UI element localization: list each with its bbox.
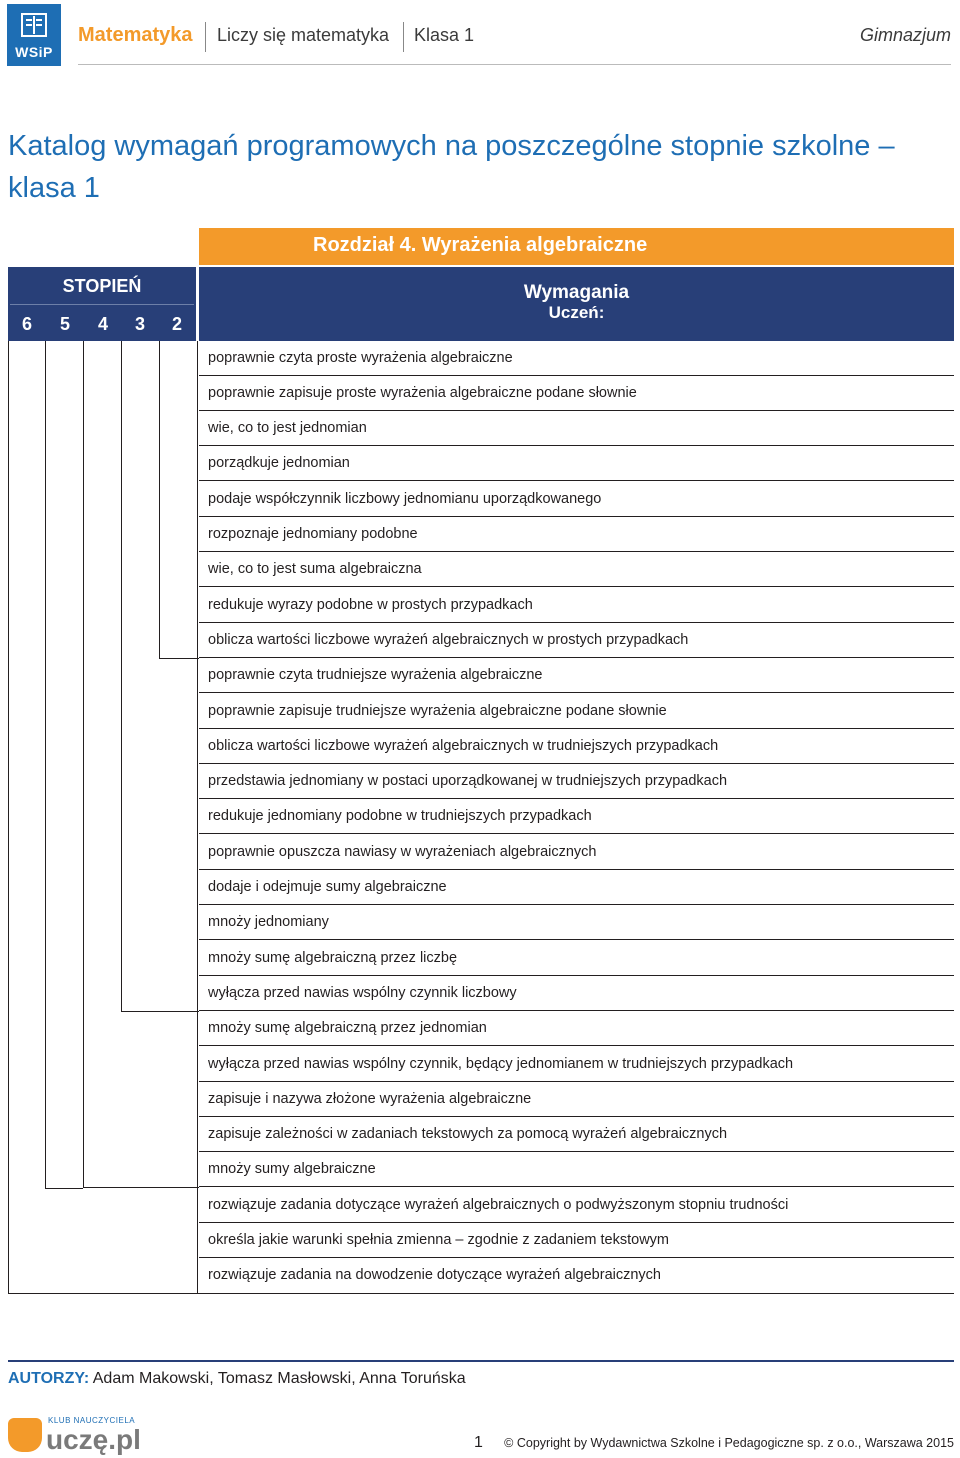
grade-3-bracket	[121, 341, 122, 1012]
grade-4-bracket-end	[83, 1187, 199, 1188]
list-item	[199, 1223, 954, 1258]
requirement-text: porządkuje jednomian	[208, 455, 350, 471]
requirement-text: wie, co to jest suma algebraiczna	[208, 561, 422, 577]
header-rule	[78, 64, 951, 65]
requirement-text: mnoży sumę algebraiczną przez jednomian	[208, 1020, 487, 1036]
page-title: Katalog wymagań programowych na poszczególne stopnie szkolne – klasa 1	[8, 130, 895, 204]
list-item	[199, 764, 954, 799]
list-item	[199, 976, 954, 1011]
list-item	[199, 1011, 954, 1046]
requirement-text: poprawnie czyta trudniejsze wyrażenia algebraiczne	[208, 667, 543, 683]
header-divider	[205, 22, 206, 52]
authors-names: Adam Makowski, Tomasz Masłowski, Anna Toruńska	[92, 1370, 466, 1387]
logo-wordmark: uczę.pl	[46, 1424, 141, 1455]
list-item	[199, 411, 954, 446]
requirement-text: mnoży sumę algebraiczną przez liczbę	[208, 950, 458, 966]
list-item	[199, 446, 954, 481]
grade-6: 6	[21, 314, 32, 334]
grade-5-bracket-end	[45, 1188, 83, 1189]
requirement-text: wyłącza przed nawias wspólny czynnik, będący jednomianem w trudniejszych przypadkach	[208, 1056, 794, 1072]
grade-3: 3	[134, 314, 145, 334]
requirement-text: rozpoznaje jednomiany podobne	[208, 526, 418, 542]
requirement-text: oblicza wartości liczbowe wyrażeń algebraicznych w prostych przypadkach	[208, 632, 689, 648]
requirement-text: poprawnie opuszcza nawiasy w wyrażeniach algebraicznych	[208, 844, 597, 860]
authors-label: AUTORZY:	[8, 1370, 90, 1387]
uczepl-logo	[8, 1414, 148, 1456]
list-item	[199, 1082, 954, 1117]
requirement-text: podaje współczynnik liczbowy jednomianu uporządkowanego	[208, 491, 602, 507]
book-icon	[20, 10, 48, 40]
requirement-text: dodaje i odejmuje sumy algebraiczne	[208, 879, 447, 895]
requirement-text: zapisuje zależności w zadaniach tekstowych za pomocą wyrażeń algebraicznych	[208, 1126, 728, 1142]
grade-4-bracket	[83, 341, 84, 1188]
page-header	[0, 0, 960, 74]
requirement-text: mnoży jednomiany	[208, 914, 329, 930]
requirement-text: przedstawia jednomiany w postaci uporządkowanej w trudniejszych przypadkach	[208, 773, 728, 789]
list-item	[199, 835, 954, 870]
list-item	[199, 1117, 954, 1152]
logo-text: WSiP	[15, 44, 53, 60]
grade-2: 2	[171, 314, 182, 334]
chapter-title: Rozdział 4. Wyrażenia algebraiczne	[313, 234, 648, 256]
grade-4: 4	[97, 314, 108, 334]
series-label: Liczy się matematyka	[217, 25, 390, 45]
requirement-text: redukuje jednomiany podobne w trudniejszych przypadkach	[208, 808, 592, 824]
requirement-text: rozwiązuje zadania na dowodzenie dotyczące wyrażeń algebraicznych	[208, 1267, 661, 1283]
requirement-text: poprawnie zapisuje trudniejsze wyrażenia algebraiczne podane słownie	[208, 703, 667, 719]
list-item	[199, 1188, 954, 1223]
list-item	[199, 1258, 954, 1293]
list-item	[199, 729, 954, 764]
requirement-text: poprawnie zapisuje proste wyrażenia algebraiczne podane słownie	[208, 385, 637, 401]
list-item	[199, 552, 954, 587]
requirement-text: rozwiązuje zadania dotyczące wyrażeń algebraicznych o podwyższonym stopniu trudności	[208, 1197, 789, 1213]
list-item	[199, 623, 954, 658]
grade-label: Klasa 1	[414, 25, 475, 45]
grade-3-bracket-end	[121, 1011, 199, 1012]
list-item	[199, 1152, 954, 1187]
uczepl-icon	[8, 1418, 42, 1452]
requirement-text: oblicza wartości liczbowe wyrażeń algebraicznych w trudniejszych przypadkach	[208, 738, 719, 754]
wsip-logo	[7, 4, 61, 66]
list-item	[199, 694, 954, 729]
footer-rule	[8, 1360, 954, 1362]
list-item	[199, 905, 954, 940]
grade-2-bracket-end	[159, 658, 199, 659]
copyright: © Copyright by Wydawnictwa Szkolne i Pedagogiczne sp. z o.o., Warszawa 2015	[504, 1436, 954, 1450]
header-divider	[403, 22, 404, 52]
subject-label: Matematyka	[78, 24, 193, 46]
grade-5-bracket	[45, 341, 46, 1189]
stopien-divider	[10, 304, 194, 305]
list-item	[199, 376, 954, 411]
requirement-text: mnoży sumy algebraiczne	[208, 1161, 376, 1177]
uczen-label: Uczeń:	[548, 303, 605, 322]
page-number: 1	[474, 1434, 483, 1451]
school-label: Gimnazjum	[859, 25, 951, 45]
grade-5: 5	[59, 314, 70, 334]
logo-klub-text: KLUB NAUCZYCIELA	[48, 1416, 136, 1425]
list-item	[199, 799, 954, 834]
list-item	[199, 517, 954, 552]
grade-2-bracket	[159, 341, 160, 659]
list-item	[199, 1047, 954, 1082]
list-item	[199, 870, 954, 905]
requirement-text: określa jakie warunki spełnia zmienna – zgodnie z zadaniem tekstowym	[208, 1232, 670, 1248]
requirement-text: poprawnie czyta proste wyrażenia algebraiczne	[208, 350, 513, 366]
requirement-text: redukuje wyrazy podobne w prostych przypadkach	[208, 597, 533, 613]
list-item	[199, 482, 954, 517]
list-item	[199, 588, 954, 623]
list-item	[199, 941, 954, 976]
requirement-text: wie, co to jest jednomian	[208, 420, 367, 436]
table-divider	[197, 341, 198, 1294]
requirement-text: zapisuje i nazywa złożone wyrażenia algebraiczne	[208, 1091, 532, 1107]
list-item	[199, 341, 954, 376]
authors	[8, 1370, 466, 1388]
list-item	[199, 658, 954, 693]
requirement-text: wyłącza przed nawias wspólny czynnik liczbowy	[208, 985, 517, 1001]
stopien-label: STOPIEŃ	[62, 276, 142, 296]
wymagania-label: Wymagania	[523, 282, 630, 303]
